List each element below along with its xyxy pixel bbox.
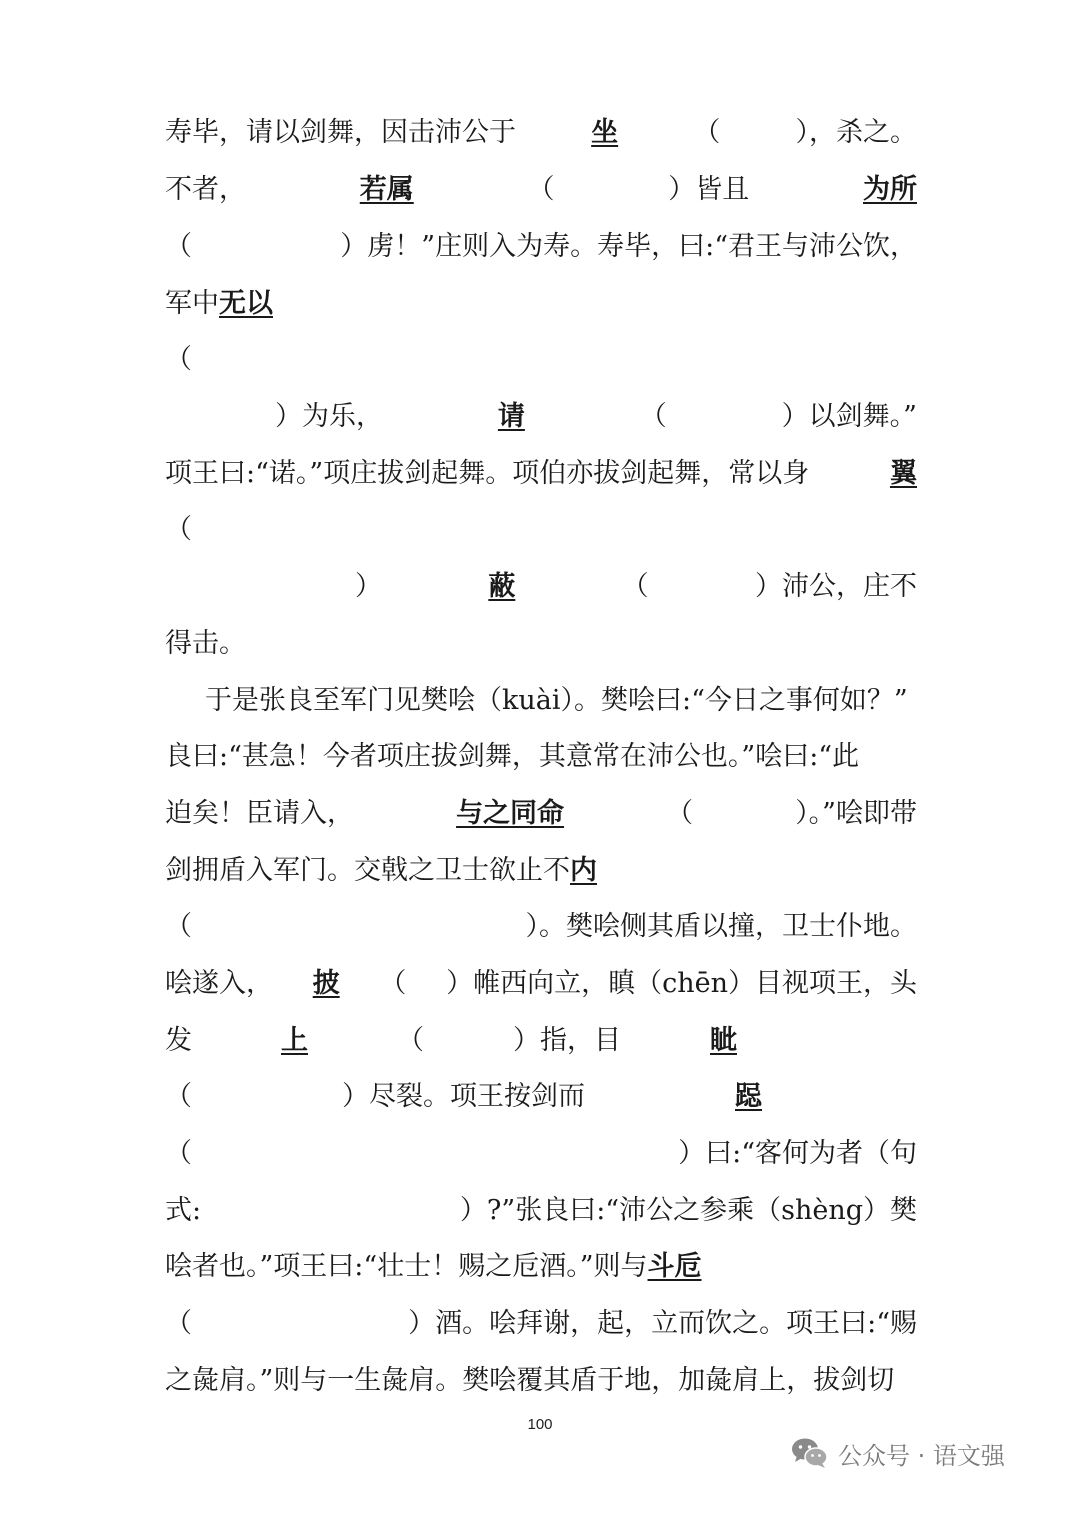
text-segment: ） — [355, 571, 382, 602]
text-line — [165, 1021, 737, 1061]
text-segment: ），杀之。 — [795, 117, 917, 148]
text-segment: 迫矣！臣请入， — [165, 798, 354, 829]
text-segment: 哙者也。”项王曰:“壮士！赐之卮酒。”则与 — [165, 1251, 648, 1282]
text-line — [205, 681, 917, 721]
text-line — [165, 510, 917, 550]
text-segment: （ — [666, 798, 694, 829]
underlined-term: 斗卮 — [647, 1251, 702, 1282]
underlined-term: 内 — [570, 855, 597, 886]
text-line — [165, 227, 917, 267]
text-line — [165, 624, 917, 664]
text-segment: ）。”哙即带 — [795, 798, 917, 829]
underlined-term: 眦 — [710, 1025, 737, 1056]
text-segment: （ — [165, 1081, 192, 1112]
text-segment: 寿毕，请以剑舞，因击沛公于 — [165, 117, 516, 148]
text-line — [165, 340, 917, 380]
text-segment: 军中 — [165, 288, 219, 319]
text-line — [165, 851, 917, 891]
text-segment: ）曰:“客何为者（句 — [678, 1138, 917, 1169]
text-line — [355, 567, 917, 607]
text-segment: （ — [165, 344, 192, 375]
text-segment: 剑拥盾入军门。交戟之卫士欲止不 — [165, 855, 570, 886]
underlined-term: 若属 — [359, 174, 414, 205]
text-line — [165, 964, 917, 1004]
text-line — [165, 737, 917, 777]
underlined-term: 请 — [497, 401, 525, 432]
text-segment: ）?”张良曰:“沛公之参乘（shèng）樊 — [459, 1195, 917, 1226]
text-segment: ）尽裂。项王按剑而 — [342, 1081, 585, 1112]
text-segment: 于是张良至军门见樊哙（kuài）。樊哙曰:“今日之事何如？” — [205, 685, 908, 716]
watermark — [790, 1433, 1005, 1473]
text-line — [165, 1134, 917, 1174]
text-line — [165, 1077, 762, 1117]
text-line — [165, 170, 917, 210]
text-segment: （ — [693, 117, 721, 148]
text-segment: ）酒。哙拜谢，起，立而饮之。项王曰:“赐 — [408, 1308, 917, 1339]
text-line — [165, 454, 917, 494]
text-line — [165, 1247, 917, 1287]
text-segment: ）指，目 — [513, 1025, 621, 1056]
text-segment: （ — [639, 401, 667, 432]
underlined-term: 为所 — [863, 174, 917, 205]
text-segment: （ — [165, 1308, 192, 1339]
text-line — [165, 1361, 917, 1401]
text-segment: 发 — [165, 1025, 192, 1056]
text-segment: 式: — [165, 1195, 202, 1226]
watermark-text: 公众号 · 语文强 — [838, 1441, 1005, 1470]
text-segment: ）。樊哙侧其盾以撞，卫士仆地。 — [525, 911, 917, 942]
text-line — [165, 1304, 917, 1344]
underlined-term: 与之同命 — [456, 798, 565, 829]
text-line — [165, 284, 917, 324]
text-segment: ）以剑舞。” — [781, 401, 917, 432]
text-line — [165, 907, 917, 947]
text-segment: 不者， — [165, 174, 246, 205]
underlined-term: 坐 — [591, 117, 619, 148]
text-segment: （ — [165, 911, 192, 942]
text-segment: ）帷西向立，瞋（chēn）目视项王，头 — [446, 968, 917, 999]
underlined-term: 无以 — [219, 288, 273, 319]
text-segment: （ — [527, 174, 555, 205]
text-segment: 良曰:“甚急！今者项庄拔剑舞，其意常在沛公也。”哙曰:“此 — [165, 741, 860, 772]
text-segment: ）皆且 — [668, 174, 750, 205]
wechat-icon — [790, 1436, 830, 1470]
text-segment: 之彘肩。”则与一生彘肩。樊哙覆其盾于地，加彘肩上，拔剑切 — [165, 1365, 895, 1396]
text-segment: ）虏！”庄则入为寿。寿毕，曰:“君王与沛公饮， — [340, 231, 917, 262]
text-segment: （ — [165, 1138, 192, 1169]
text-segment: （ — [397, 1025, 424, 1056]
text-segment: 得击。 — [165, 628, 246, 659]
text-segment: （ — [621, 571, 649, 602]
text-segment: （ — [165, 231, 192, 262]
text-segment: ）为乐， — [275, 401, 383, 432]
text-line — [275, 397, 917, 437]
underlined-term: 翼 — [890, 458, 917, 489]
underlined-term: 上 — [281, 1025, 308, 1056]
underlined-term: 蔽 — [488, 571, 516, 602]
text-segment: （ — [379, 968, 407, 999]
page-number: 100 — [527, 1416, 553, 1433]
text-segment: ）沛公，庄不 — [754, 571, 917, 602]
text-line — [165, 113, 917, 153]
underlined-term: 跽 — [735, 1081, 762, 1112]
text-line — [165, 1191, 917, 1231]
text-segment: 哙遂入， — [165, 968, 273, 999]
text-segment: （ — [165, 514, 192, 545]
underlined-term: 披 — [312, 968, 340, 999]
text-segment: 项王曰:“诺。”项庄拔剑起舞。项伯亦拔剑起舞，常以身 — [165, 458, 810, 489]
text-line — [165, 794, 917, 834]
